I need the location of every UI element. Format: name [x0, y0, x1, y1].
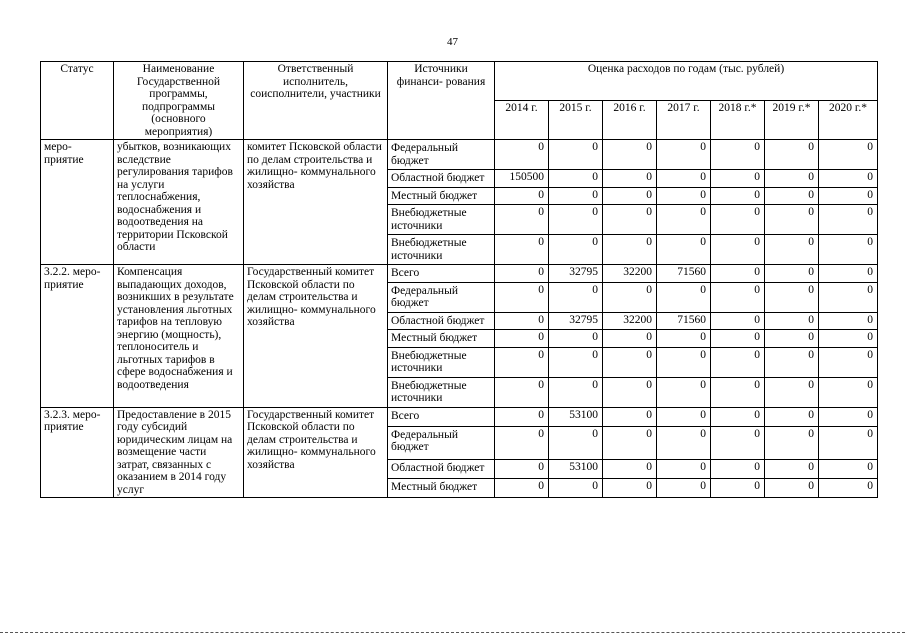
- expense-value-cell: 0: [495, 347, 549, 377]
- expense-value-cell: 0: [711, 347, 765, 377]
- header-year: 2020 г.*: [819, 101, 878, 140]
- expense-value-cell: 0: [711, 235, 765, 265]
- expense-value-cell: 0: [495, 377, 549, 407]
- expense-value-cell: 0: [549, 426, 603, 459]
- expense-value-cell: 0: [819, 407, 878, 426]
- expense-value-cell: 0: [819, 426, 878, 459]
- expense-value-cell: 0: [657, 140, 711, 170]
- table-row: [41, 407, 878, 426]
- expense-value-cell: 0: [657, 426, 711, 459]
- expense-value-cell: 0: [657, 347, 711, 377]
- expense-value-cell: 0: [711, 140, 765, 170]
- expense-value-cell: 32795: [549, 312, 603, 330]
- expense-value-cell: 0: [819, 330, 878, 348]
- expense-value-cell: 0: [819, 282, 878, 312]
- funding-source-cell: Всего: [388, 407, 495, 426]
- expense-value-cell: 0: [495, 459, 549, 478]
- expense-value-cell: 0: [549, 235, 603, 265]
- expense-value-cell: 0: [495, 205, 549, 235]
- expense-value-cell: 0: [711, 459, 765, 478]
- expense-value-cell: 0: [495, 478, 549, 497]
- expense-value-cell: 0: [657, 235, 711, 265]
- header-year: 2014 г.: [495, 101, 549, 140]
- expense-value-cell: 0: [711, 407, 765, 426]
- header-year: 2015 г.: [549, 101, 603, 140]
- program-name-cell: Предоставление в 2015 году субсидий юридическим лицам на возмещение части затрат, связанных с оказанием в 2014 году услуг: [114, 407, 244, 498]
- expense-value-cell: 0: [549, 377, 603, 407]
- expense-value-cell: 0: [819, 170, 878, 188]
- expense-value-cell: 0: [603, 140, 657, 170]
- expense-value-cell: 0: [765, 459, 819, 478]
- expense-value-cell: 53100: [549, 407, 603, 426]
- header-year: 2018 г.*: [711, 101, 765, 140]
- expense-value-cell: 0: [819, 265, 878, 283]
- expense-value-cell: 0: [819, 478, 878, 497]
- expense-value-cell: 0: [711, 265, 765, 283]
- expense-value-cell: 0: [711, 205, 765, 235]
- expense-value-cell: 150500: [495, 170, 549, 188]
- expense-value-cell: 0: [711, 377, 765, 407]
- funding-source-cell: Местный бюджет: [388, 478, 495, 497]
- program-name-cell: Компенсация выпадающих доходов, возникших в результате установления льготных тарифов на тепловую энергию (мощность), теплоноситель и льготных тарифов в сфере водоснабжения и водоотведения: [114, 265, 244, 408]
- expense-value-cell: 0: [765, 377, 819, 407]
- program-name-cell: убытков, возникающих вследствие регулирования тарифов на услуги теплоснабжения, водоснабжения и водоотведения на территории Псковской области: [114, 140, 244, 265]
- expense-value-cell: 0: [495, 312, 549, 330]
- status-cell: меро- приятие: [41, 140, 114, 265]
- funding-source-cell: Внебюджетные источники: [388, 377, 495, 407]
- expense-value-cell: 0: [495, 426, 549, 459]
- expense-value-cell: 0: [549, 187, 603, 205]
- expense-value-cell: 0: [765, 330, 819, 348]
- executor-cell: Государственный комитет Псковской области по делам строительства и жилищно- коммунального хозяйства: [244, 407, 388, 498]
- expense-value-cell: 0: [657, 282, 711, 312]
- header-sources: Источники финанси- рования: [388, 62, 495, 140]
- expense-value-cell: 0: [603, 407, 657, 426]
- scan-border-line: [0, 632, 905, 633]
- header-year: 2019 г.*: [765, 101, 819, 140]
- expense-value-cell: 0: [765, 187, 819, 205]
- header-expenses: Оценка расходов по годам (тыс. рублей): [495, 62, 878, 101]
- expense-value-cell: 0: [765, 265, 819, 283]
- expense-value-cell: 0: [765, 407, 819, 426]
- funding-source-cell: Федеральный бюджет: [388, 282, 495, 312]
- expense-value-cell: 0: [765, 282, 819, 312]
- expense-value-cell: 0: [657, 459, 711, 478]
- expense-value-cell: 0: [765, 205, 819, 235]
- expense-value-cell: 0: [711, 187, 765, 205]
- expense-value-cell: 0: [495, 187, 549, 205]
- expense-value-cell: 0: [495, 282, 549, 312]
- header-executor: Ответственный исполнитель, соисполнители, участники: [244, 62, 388, 140]
- expense-value-cell: 0: [819, 187, 878, 205]
- expense-value-cell: 0: [603, 282, 657, 312]
- funding-source-cell: Местный бюджет: [388, 187, 495, 205]
- funding-source-cell: Областной бюджет: [388, 170, 495, 188]
- table-header: [41, 62, 878, 140]
- expense-value-cell: 0: [711, 426, 765, 459]
- expense-value-cell: 0: [603, 377, 657, 407]
- funding-source-cell: Федеральный бюджет: [388, 140, 495, 170]
- expense-value-cell: 0: [549, 205, 603, 235]
- expense-value-cell: 0: [603, 205, 657, 235]
- expense-value-cell: 0: [549, 282, 603, 312]
- expense-value-cell: 0: [657, 377, 711, 407]
- header-status: Статус: [41, 62, 114, 140]
- expense-value-cell: 0: [495, 265, 549, 283]
- expense-value-cell: 0: [711, 312, 765, 330]
- header-row: [41, 62, 878, 101]
- funding-source-cell: Областной бюджет: [388, 459, 495, 478]
- executor-cell: комитет Псковской области по делам строительства и жилищно- коммунального хозяйства: [244, 140, 388, 265]
- executor-cell: Государственный комитет Псковской области по делам строительства и жилищно- коммунального хозяйства: [244, 265, 388, 408]
- expense-value-cell: 0: [495, 407, 549, 426]
- expense-value-cell: 0: [657, 187, 711, 205]
- expense-value-cell: 32200: [603, 265, 657, 283]
- expense-value-cell: 0: [603, 170, 657, 188]
- funding-source-cell: Всего: [388, 265, 495, 283]
- funding-source-cell: Федеральный бюджет: [388, 426, 495, 459]
- expense-value-cell: 0: [819, 459, 878, 478]
- expense-value-cell: 0: [657, 170, 711, 188]
- expense-value-cell: 32200: [603, 312, 657, 330]
- expense-value-cell: 0: [657, 205, 711, 235]
- expense-value-cell: 53100: [549, 459, 603, 478]
- expense-value-cell: 0: [765, 235, 819, 265]
- table-row: [41, 140, 878, 170]
- expense-value-cell: 0: [603, 347, 657, 377]
- table-body: [41, 140, 878, 498]
- expense-value-cell: 0: [765, 347, 819, 377]
- expense-value-cell: 0: [819, 205, 878, 235]
- expense-value-cell: 0: [765, 426, 819, 459]
- expense-value-cell: 0: [819, 140, 878, 170]
- expense-value-cell: 0: [711, 170, 765, 188]
- expense-value-cell: 0: [765, 478, 819, 497]
- expense-value-cell: 0: [711, 282, 765, 312]
- funding-source-cell: Внебюджетные источники: [388, 347, 495, 377]
- expense-value-cell: 71560: [657, 312, 711, 330]
- expense-value-cell: 0: [549, 478, 603, 497]
- header-year: 2017 г.: [657, 101, 711, 140]
- expenses-table: [40, 61, 878, 498]
- status-cell: 3.2.2. меро- приятие: [41, 265, 114, 408]
- expense-value-cell: 0: [495, 235, 549, 265]
- expense-value-cell: 0: [657, 330, 711, 348]
- expense-value-cell: 0: [711, 330, 765, 348]
- expense-value-cell: 0: [603, 235, 657, 265]
- expense-value-cell: 0: [549, 347, 603, 377]
- expense-value-cell: 0: [603, 330, 657, 348]
- page-number: 47: [447, 36, 458, 48]
- header-year: 2016 г.: [603, 101, 657, 140]
- expense-value-cell: 0: [819, 312, 878, 330]
- expense-value-cell: 0: [657, 478, 711, 497]
- expense-value-cell: 0: [765, 170, 819, 188]
- expense-value-cell: 0: [495, 330, 549, 348]
- expense-value-cell: 0: [603, 426, 657, 459]
- expense-value-cell: 0: [603, 459, 657, 478]
- expense-value-cell: 0: [549, 170, 603, 188]
- funding-source-cell: Областной бюджет: [388, 312, 495, 330]
- expense-value-cell: 0: [603, 187, 657, 205]
- funding-source-cell: Внебюджетные источники: [388, 235, 495, 265]
- funding-source-cell: Внебюджетные источники: [388, 205, 495, 235]
- expense-value-cell: 32795: [549, 265, 603, 283]
- expense-value-cell: 0: [819, 235, 878, 265]
- expense-value-cell: 0: [657, 407, 711, 426]
- expense-value-cell: 0: [549, 330, 603, 348]
- expense-value-cell: 0: [711, 478, 765, 497]
- expense-value-cell: 0: [819, 347, 878, 377]
- funding-source-cell: Местный бюджет: [388, 330, 495, 348]
- status-cell: 3.2.3. меро- приятие: [41, 407, 114, 498]
- expense-value-cell: 0: [495, 140, 549, 170]
- expense-value-cell: 71560: [657, 265, 711, 283]
- expense-value-cell: 0: [765, 312, 819, 330]
- expense-value-cell: 0: [603, 478, 657, 497]
- table-row: [41, 265, 878, 283]
- expense-value-cell: 0: [765, 140, 819, 170]
- header-name: Наименование Государственной программы, подпрограммы (основного мероприятия): [114, 62, 244, 140]
- expense-value-cell: 0: [819, 377, 878, 407]
- expense-value-cell: 0: [549, 140, 603, 170]
